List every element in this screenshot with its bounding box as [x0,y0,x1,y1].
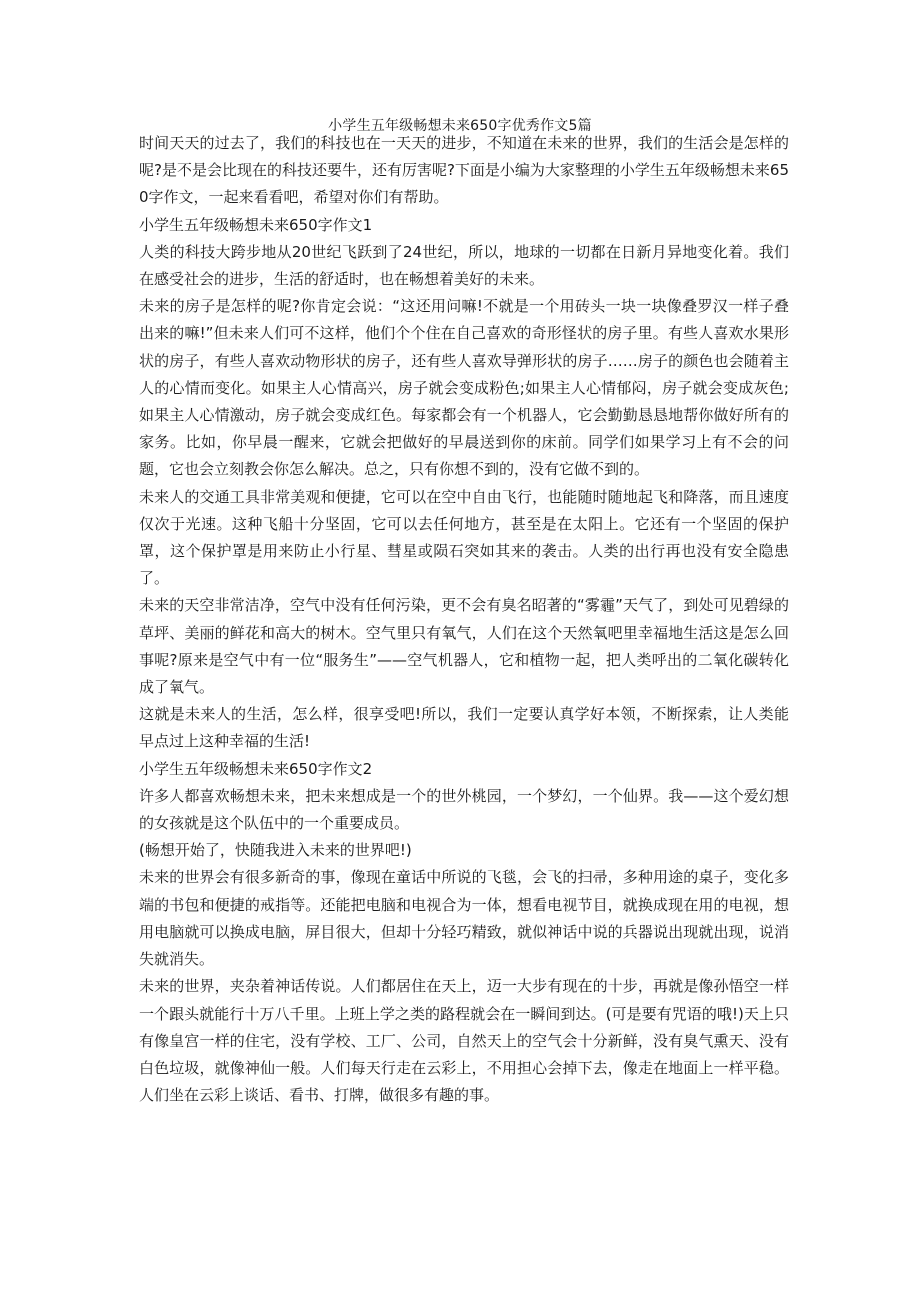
document-title: 小学生五年级畅想未来650字优秀作文5篇 [328,118,592,134]
essay-2-heading: 小学生五年级畅想未来650字作文2 [139,759,373,778]
essay-1-paragraph: 人类的科技大跨步地从20世纪飞跃到了24世纪，所以，地球的一切都在日新月异地变化着。我们在感受社会的进步，生活的舒适时，也在畅想着美好的未来。 [139,242,789,289]
essay-2-paragraph: 未来的世界，夹杂着神话传说。人们都居住在天上，迈一大步有现在的十步，再就是像孙悟空一样一个跟头就能行十万八千里。上班上学之类的路程就会在一瞬间到达。(可是要有咒语的哦!)天上只有像皇宫一样的住宅，没有学校、工厂、公司，自然天上的空气会十分新鲜，没有臭气熏天、没有白色垃圾，就像神仙一般。人们每天行走在云彩上，不用担心会掉下去，像走在地面上一样平稳。人们坐在云彩上谈话、看书、打牌，做很多有趣的事。 [139,977,789,1105]
essay-1-paragraph: 未来的天空非常洁净，空气中没有任何污染，更不会有臭名昭著的“雾霾”天气了，到处可见碧绿的草坪、美丽的鲜花和高大的树木。空气里只有氧气，人们在这个天然氧吧里幸福地生活这是怎么回事呢?原来是空气中有一位“服务生”——空气机器人，它和植物一起，把人类呼出的二氧化碳转化成了氧气。 [139,596,789,697]
essay-1-heading: 小学生五年级畅想未来650字作文1 [139,215,373,234]
essay-1-paragraph: 这就是未来人的生活，怎么样，很享受吧!所以，我们一定要认真学好本领，不断探索，让人类能早点过上这种幸福的生活! [139,705,789,751]
document-body [139,130,789,1109]
essay-2-paragraph: 未来的世界会有很多新奇的事，像现在童话中所说的飞毯，会飞的扫帚，多种用途的桌子，变化多端的书包和便捷的戒指等。还能把电脑和电视合为一体，想看电视节目，就换成现在用的电视，想用电脑就可以换成电脑，屏目很大，但却十分轻巧精致，就似神话中说的兵器说出现就出现，说消失就消失。 [139,868,789,969]
intro-paragraph: 时间天天的过去了，我们的科技也在一天天的进步，不知道在未来的世界，我们的生活会是怎样的呢?是不是会比现在的科技还要牛，还有厉害呢?下面是小编为大家整理的小学生五年级畅想未来650字作文，一起来看看吧，希望对你们有帮助。 [139,134,790,207]
essay-1-paragraph: 未来人的交通工具非常美观和便捷，它可以在空中自由飞行，也能随时随地起飞和降落，而且速度仅次于光速。这种飞船十分坚固，它可以去任何地方，甚至是在太阳上。它还有一个坚固的保护罩，这个保护罩是用来防止小行星、彗星或陨石突如其来的袭击。人类的出行再也没有安全隐患了。 [139,487,789,588]
essay-2-paragraph: (畅想开始了，快随我进入未来的世界吧!) [139,841,412,860]
essay-1-paragraph: 未来的房子是怎样的呢?你肯定会说：“这还用问嘛!不就是一个用砖头一块一块像叠罗汉一样子叠出来的嘛!”但未来人们可不这样，他们个个住在自己喜欢的奇形怪状的房子里。有些人喜欢水果形状的房子，有些人喜欢动物形状的房子，还有些人喜欢导弹形状的房子……房子的颜色也会随着主人的心情而变化。如果主人心情高兴，房子就会变成粉色;如果主人心情郁闷，房子就会变成灰色;如果主人心情激动，房子就会变成红色。每家都会有一个机器人，它会勤勤恳恳地帮你做好所有的家务。比如，你早晨一醒来，它就会把做好的早晨送到你的床前。同学们如果学习上有不会的问题，它也会立刻教会你怎么解决。总之，只有你想不到的，没有它做不到的。 [139,297,789,479]
essay-2-paragraph: 许多人都喜欢畅想未来，把未来想成是一个的世外桃园，一个梦幻，一个仙界。我——这个爱幻想的女孩就是这个队伍中的一个重要成员。 [139,786,789,833]
